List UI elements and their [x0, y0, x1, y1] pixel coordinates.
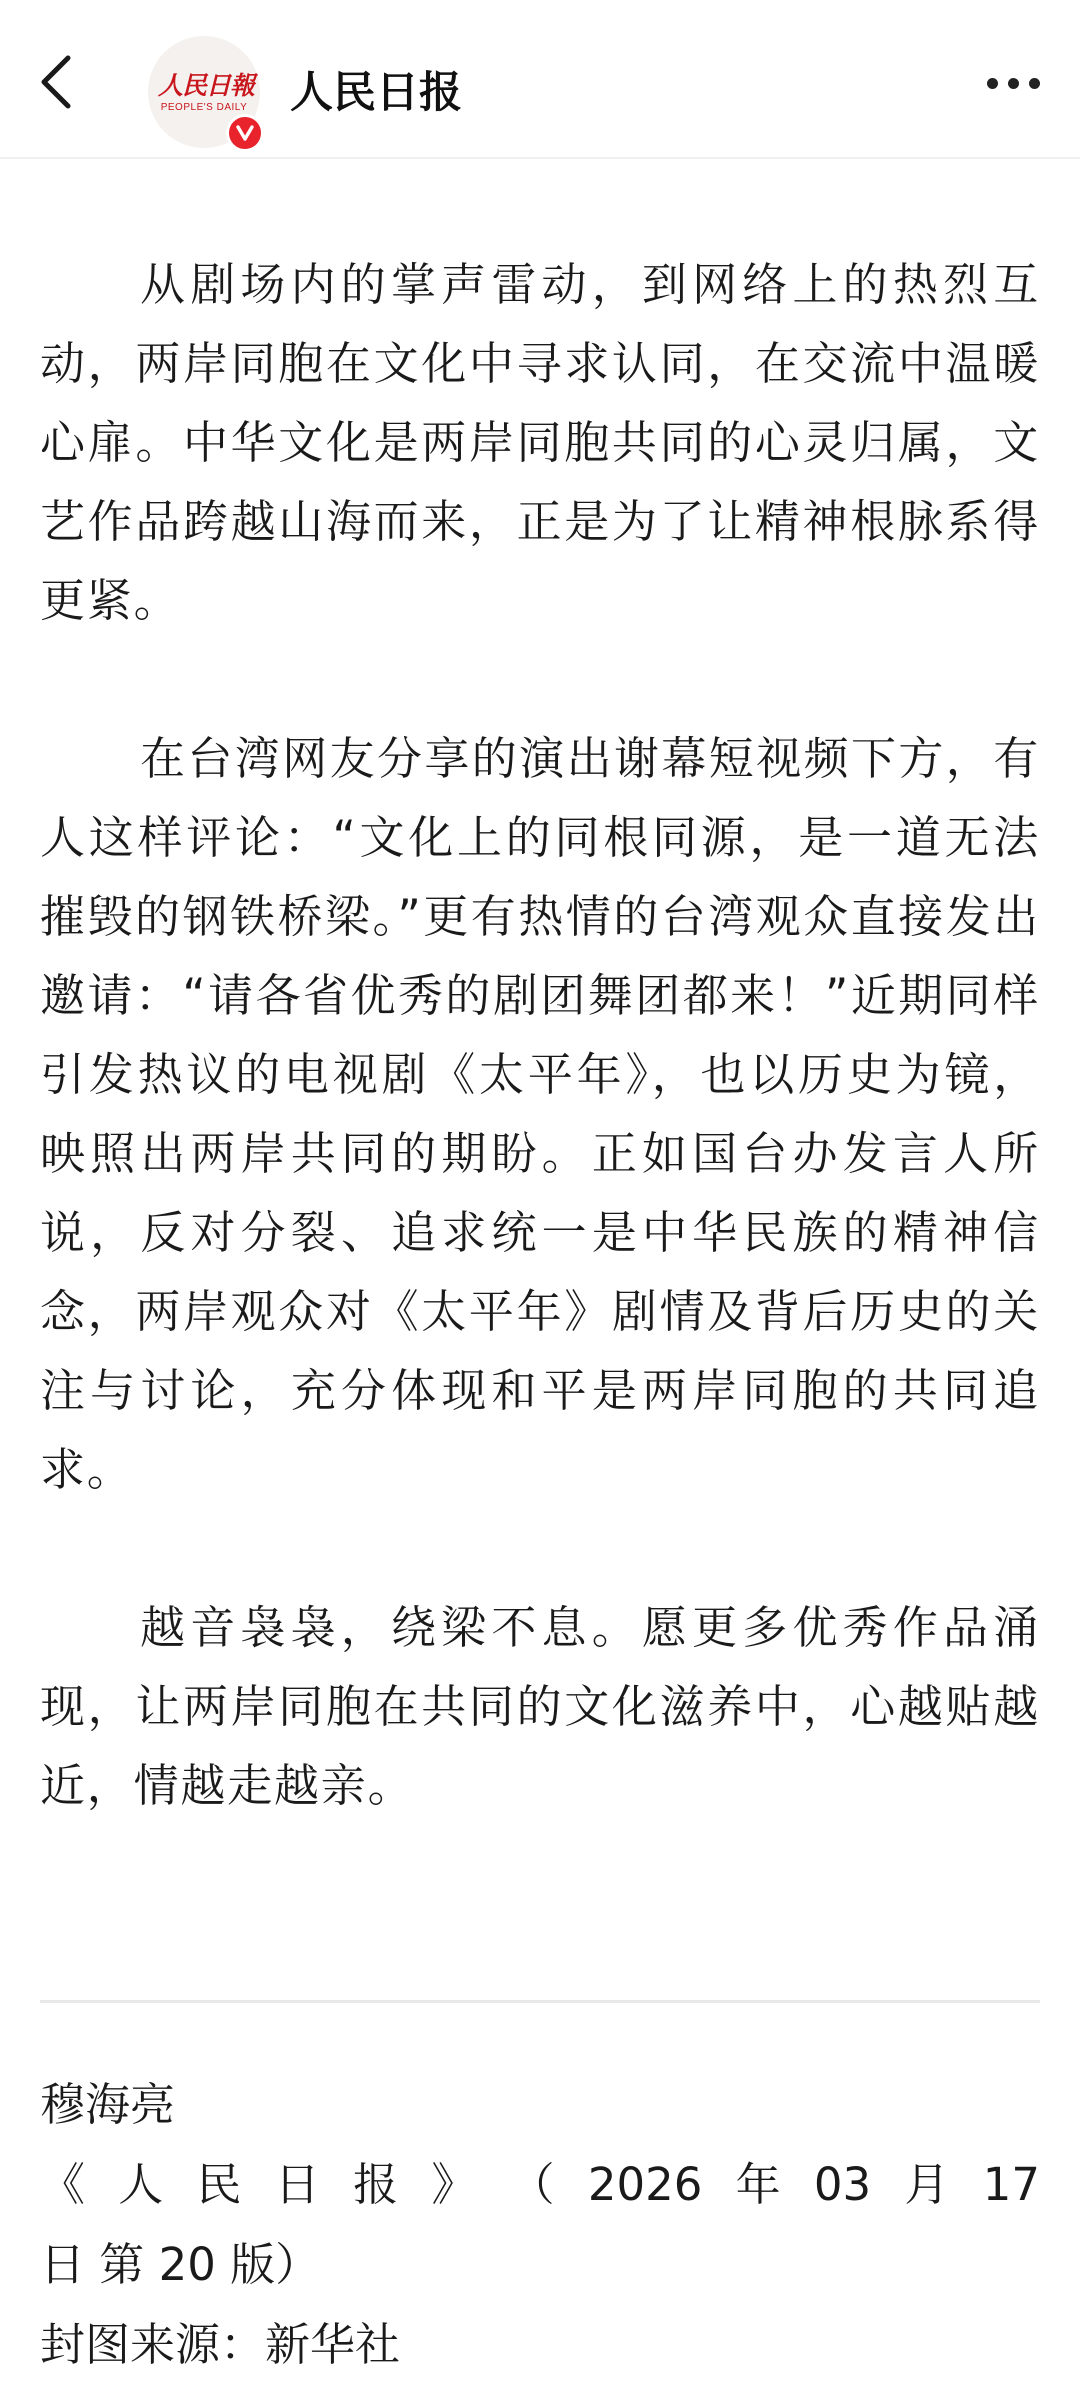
more-dot-icon — [1008, 78, 1019, 89]
source-part: 报 — [353, 2158, 399, 2211]
source-part: 民 — [196, 2158, 242, 2211]
verified-v-icon — [236, 125, 254, 141]
source-part: 月 — [904, 2158, 950, 2211]
account-avatar[interactable] — [148, 36, 260, 148]
more-options-button[interactable] — [970, 60, 1056, 106]
logo-text: 人民日報 — [158, 71, 255, 100]
logo-subtitle: PEOPLE'S DAILY — [160, 102, 248, 113]
chevron-left-icon — [38, 54, 78, 110]
cover-image-credit: 封图来源：新华社 — [40, 2318, 401, 2371]
article-body — [40, 245, 1040, 1825]
more-dot-icon — [1029, 78, 1040, 89]
article-paragraph: 在台湾网友分享的演出谢幕短视频下方，有人这样评论：“文化上的同根同源，是一道无法摧毁的钢铁桥梁。”更有热情的台湾观众直接发出邀请：“请各省优秀的剧团舞团都来！”近期同样引发热议的电视剧《太平年》，也以历史为镜，映照出两岸共同的期盼。正如国台办发言人所说，反对分裂、追求统一是中华民族的精神信念，两岸观众对《太平年》剧情及背后历史的关注与讨论，充分体现和平是两岸同胞的共同追求。 — [40, 732, 1040, 1496]
source-part: （ — [509, 2158, 555, 2211]
back-button[interactable] — [28, 52, 88, 112]
source-part: 》 — [431, 2158, 477, 2211]
source-part: 《 — [40, 2158, 86, 2211]
source-line — [40, 2145, 1040, 2225]
source-part: 人 — [118, 2158, 164, 2211]
article-paragraph: 越音袅袅，绕梁不息。愿更多优秀作品涌现，让两岸同胞在共同的文化滋养中，心越贴越近，情越走越亲。 — [40, 1601, 1040, 1812]
source-part: 年 — [735, 2158, 781, 2211]
verified-badge-icon — [226, 114, 264, 152]
article-footer — [40, 2065, 1040, 2385]
source-line-continued: 日 第 20 版） — [40, 2238, 321, 2291]
source-part: 日 — [274, 2158, 320, 2211]
author-name: 穆海亮 — [40, 2078, 176, 2131]
account-name[interactable]: 人民日报 — [290, 68, 462, 118]
more-dot-icon — [987, 78, 998, 89]
article-paragraph: 从剧场内的掌声雷动，到网络上的热烈互动，两岸同胞在文化中寻求认同，在交流中温暖心扉。中华文化是两岸同胞共同的心灵归属，文艺作品跨越山海而来，正是为了让精神根脉系得更紧。 — [40, 258, 1040, 627]
source-part: 03 — [813, 2158, 872, 2211]
source-part: 17 — [982, 2158, 1040, 2211]
section-divider — [40, 2000, 1040, 2003]
source-part: 2026 — [587, 2158, 703, 2211]
top-bar — [0, 0, 1080, 159]
